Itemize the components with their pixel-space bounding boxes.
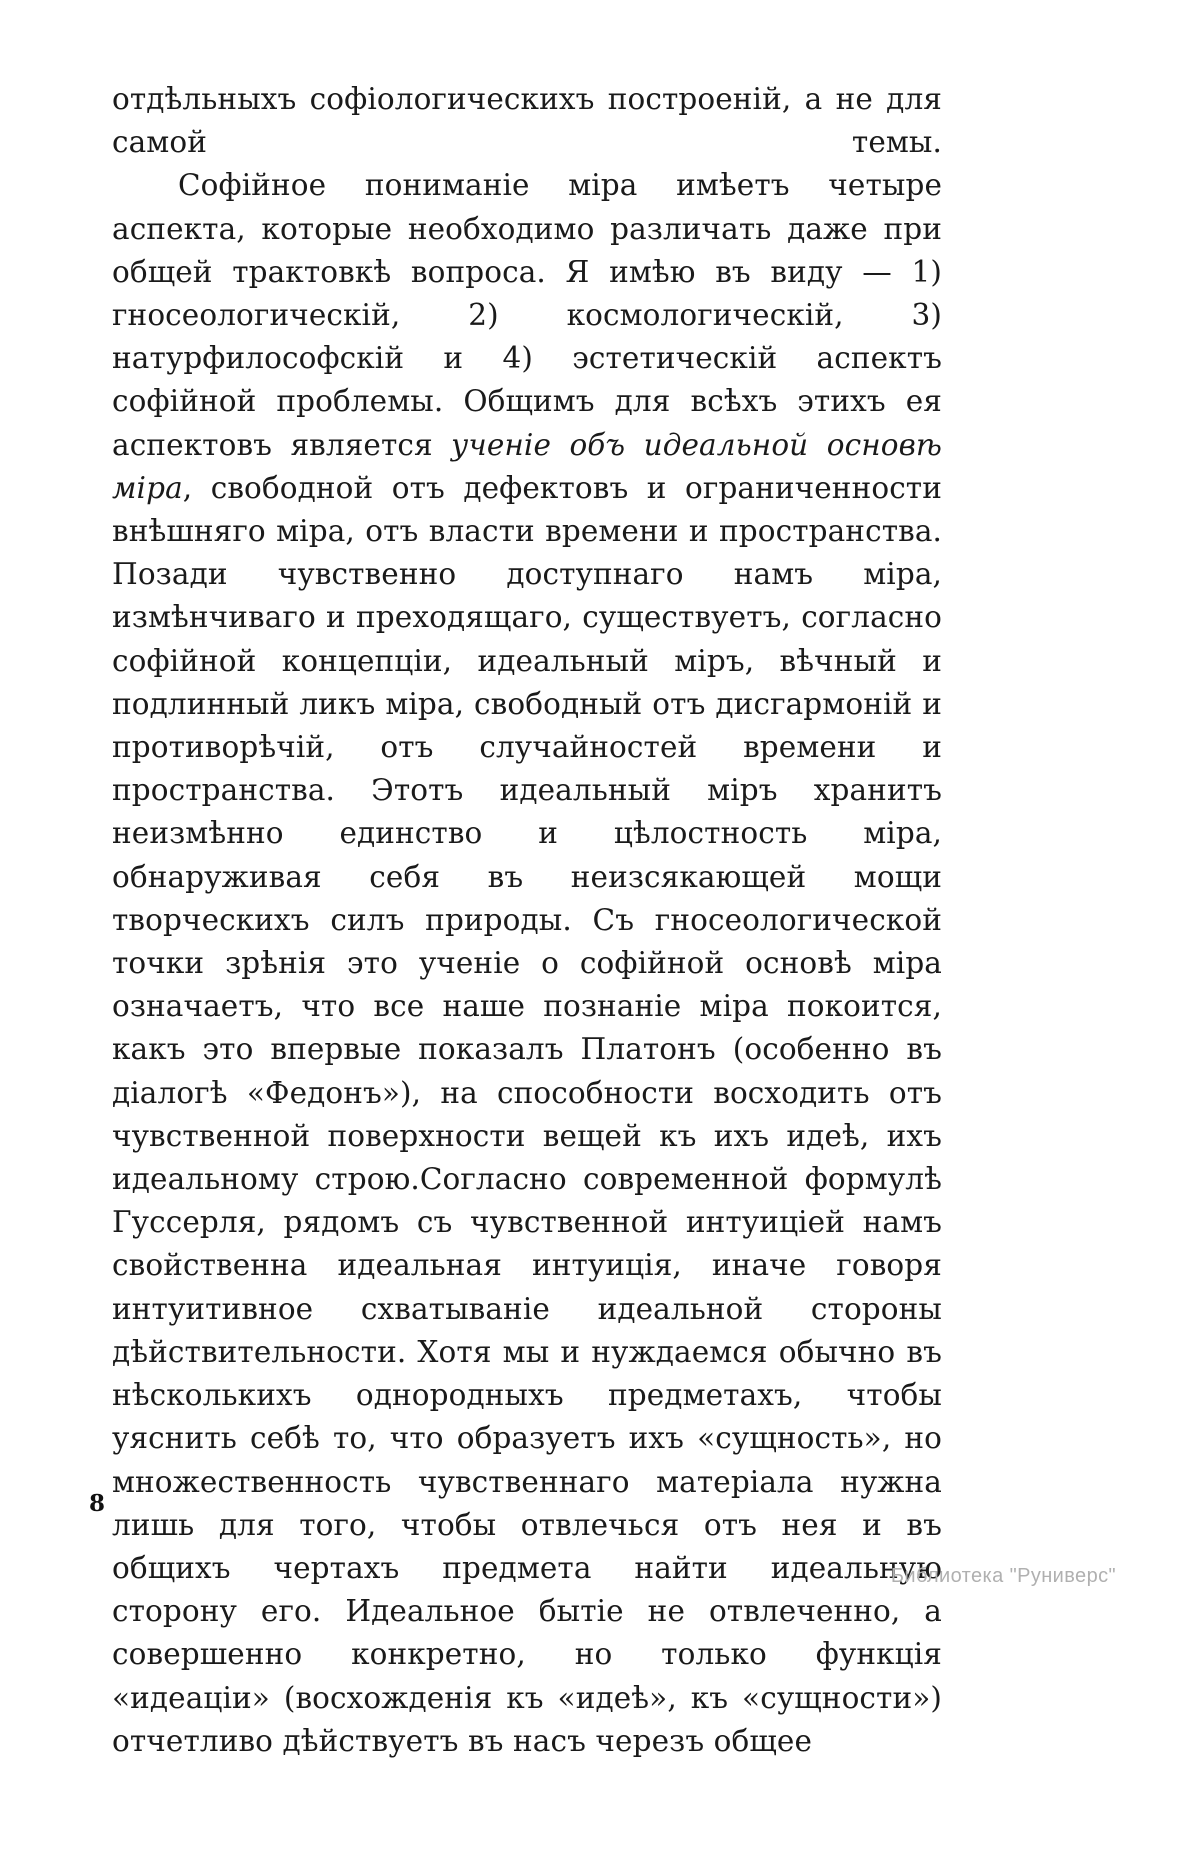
text-run: Софiйное пониманiе мiра имѣетъ четыре аспекта, которые необходимо различать даже при общей трактовкѣ вопроса. Я имѣю въ виду — 1) гносеологическiй, 2) космологическiй, 3) натурфилософскiй и 4) эстетическiй аспектъ софiйной проблемы. Общимъ для всѣхъ этихъ ея аспектовъ является [112,168,942,462]
page-number: 8 [89,1490,106,1517]
emphasised-phrase: ученiе объ идеальной основѣ мiра [112,427,942,505]
paragraph-1: отдѣльныхъ софiологическихъ построенiй, а не для самой темы. [112,82,942,160]
paragraph-2 [112,164,942,1763]
text-run: , свободной отъ дефектовъ и ограниченности внѣшняго мiра, отъ власти времени и пространства. Позади чувственно доступнаго намъ мiра, измѣнчиваго и преходящаго, существуетъ, согласно софiйной концепцiи, идеальный мiръ, вѣчный и подлинный ликъ мiра, свободный отъ дисгармонiй и противорѣчiй, отъ случайностей времени и пространства. Этотъ идеальный мiръ хранитъ неизмѣнно единство и цѣлостность мiра, обнаруживая себя въ неизсякающей мощи творческихъ силъ природы. Съ гносеологической точки зрѣнiя это ученiе о софiйной основѣ мiра означаетъ, что все наше познанiе мiра покоится, какъ это впервые показалъ Платонъ (особенно въ дiалогѣ «Федонъ»), на способности восходить отъ чувственной поверхности вещей къ ихъ идеѣ, ихъ идеальному строю.Согласно современной формулѣ Гуссерля, рядомъ съ чувственной интуицiей намъ свойственна идеальная интуицiя, иначе говоря интуитивное схватыванiе идеальной стороны дѣйствительности. Хотя мы и нуждаемся обычно въ нѣсколькихъ однородныхъ предметахъ, чтобы уяснить себѣ то, что образуетъ ихъ «сущность», но множественность чувственнаго матерiала нужна лишь для того, чтобы отвлечься отъ нея и въ общихъ чертахъ предмета найти идеальную сторону его. Идеальное бытiе не отвлеченно, а совершенно конкретно, но только функцiя «идеацiи» (восхожденiя къ «идеѣ», къ «сущности») отчетливо дѣйствуетъ въ насъ черезъ общее [112,470,942,1758]
library-watermark: Библиотека "Руниверс" [890,1565,1116,1587]
page-body-text [112,78,942,1763]
